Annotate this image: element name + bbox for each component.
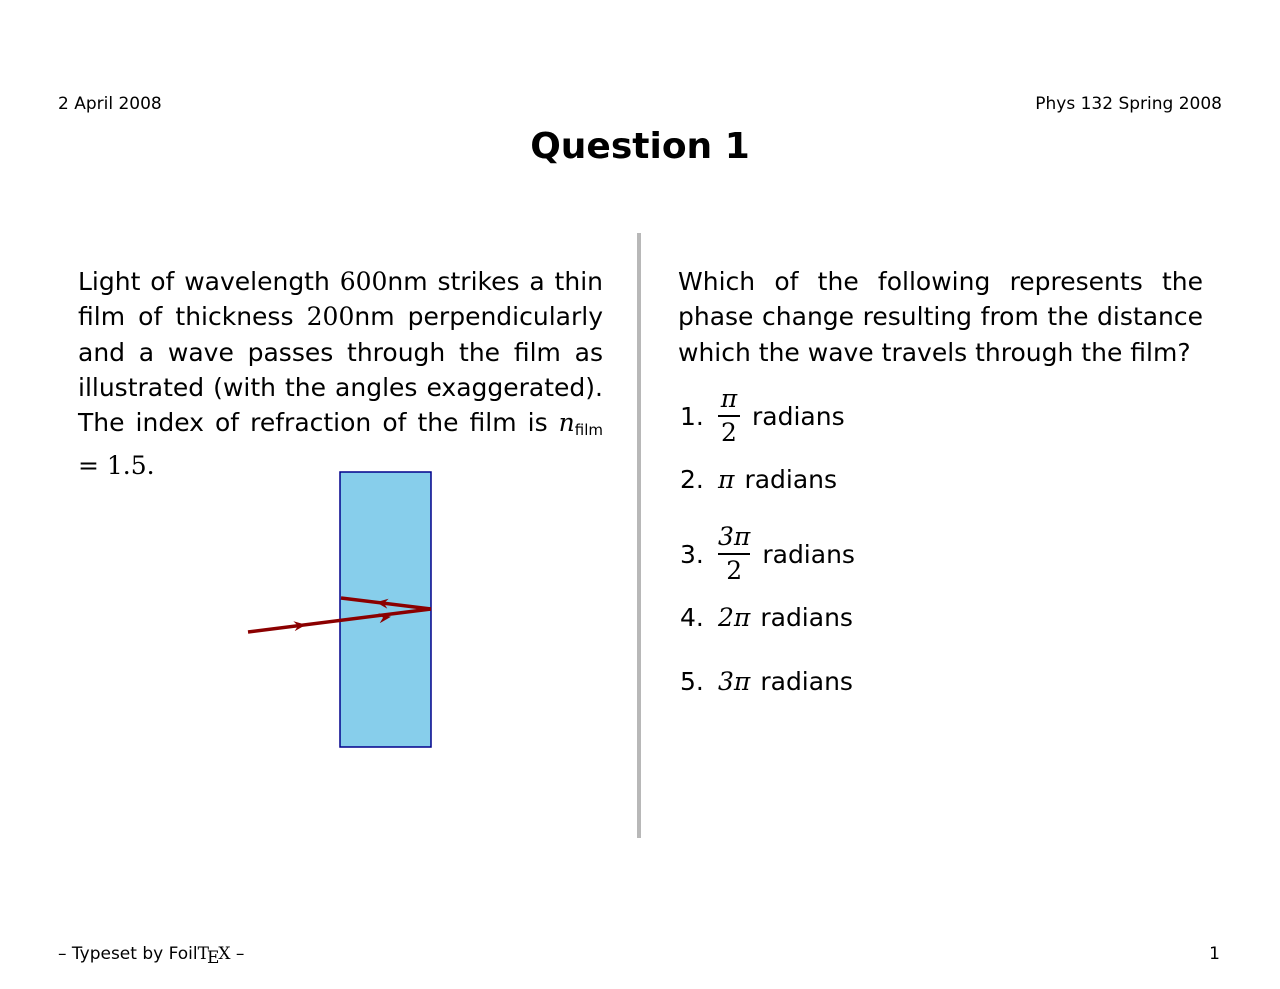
option-3-fraction <box>718 523 750 585</box>
footer-typeset <box>58 944 245 968</box>
option-2-number: 2. <box>680 464 704 494</box>
option-3-number: 3. <box>680 539 704 569</box>
option-4-number: 4. <box>680 602 704 632</box>
page-title: Question 1 <box>530 126 750 167</box>
option-5 <box>680 661 853 701</box>
fraction-bar <box>718 415 740 417</box>
option-3-unit: radians <box>762 539 855 569</box>
n-symbol: n <box>558 408 575 438</box>
option-5-unit: radians <box>760 666 853 696</box>
footer-prefix: – Typeset by Foil <box>58 944 198 964</box>
text-part-3: nm perpendicularly and a wave passes through the film as illustrated (with the angles exaggerated). The index of refraction of the film is <box>78 302 603 438</box>
text-part-2: nm strikes a thin film of thickness <box>78 267 603 332</box>
tex-logo-e: E <box>206 948 220 968</box>
option-1-denominator: 2 <box>721 418 737 447</box>
option-2-value: π <box>718 464 735 494</box>
tex-logo-t: T <box>197 944 209 964</box>
header-date: 2 April 2008 <box>58 94 162 114</box>
footer-suffix: – <box>230 944 245 964</box>
option-1 <box>680 384 845 447</box>
option-2 <box>680 459 837 499</box>
header-course: Phys 132 Spring 2008 <box>1035 94 1222 114</box>
thin-film-diagram <box>240 465 440 755</box>
fraction-bar <box>718 553 750 555</box>
option-5-number: 5. <box>680 666 704 696</box>
option-3 <box>680 522 855 585</box>
option-1-fraction <box>718 385 740 447</box>
tex-logo-x: X <box>218 944 231 964</box>
option-1-number: 1. <box>680 401 704 431</box>
option-3-numerator: 3π <box>718 522 751 551</box>
n-value: = 1.5. <box>78 451 155 481</box>
option-3-denominator: 2 <box>726 556 743 585</box>
page-number: 1 <box>1209 944 1220 964</box>
problem-statement <box>78 264 603 484</box>
n-subscript: film <box>574 421 603 440</box>
thickness-value: 200 <box>306 302 355 332</box>
option-4-value: 2π <box>718 602 751 632</box>
question-text: Which of the following represents the phase change resulting from the distance which the wave travels through the film? <box>678 267 1203 367</box>
text-part-1: Light of wavelength <box>78 267 330 296</box>
option-4-unit: radians <box>760 602 853 632</box>
option-2-unit: radians <box>744 464 838 494</box>
option-1-numerator: π <box>720 384 738 413</box>
option-1-unit: radians <box>752 401 845 431</box>
option-4 <box>680 597 853 637</box>
tex-logo <box>197 944 231 968</box>
wavelength-value: 600 <box>339 267 388 296</box>
option-5-value: 3π <box>718 666 751 696</box>
column-divider <box>637 233 641 838</box>
